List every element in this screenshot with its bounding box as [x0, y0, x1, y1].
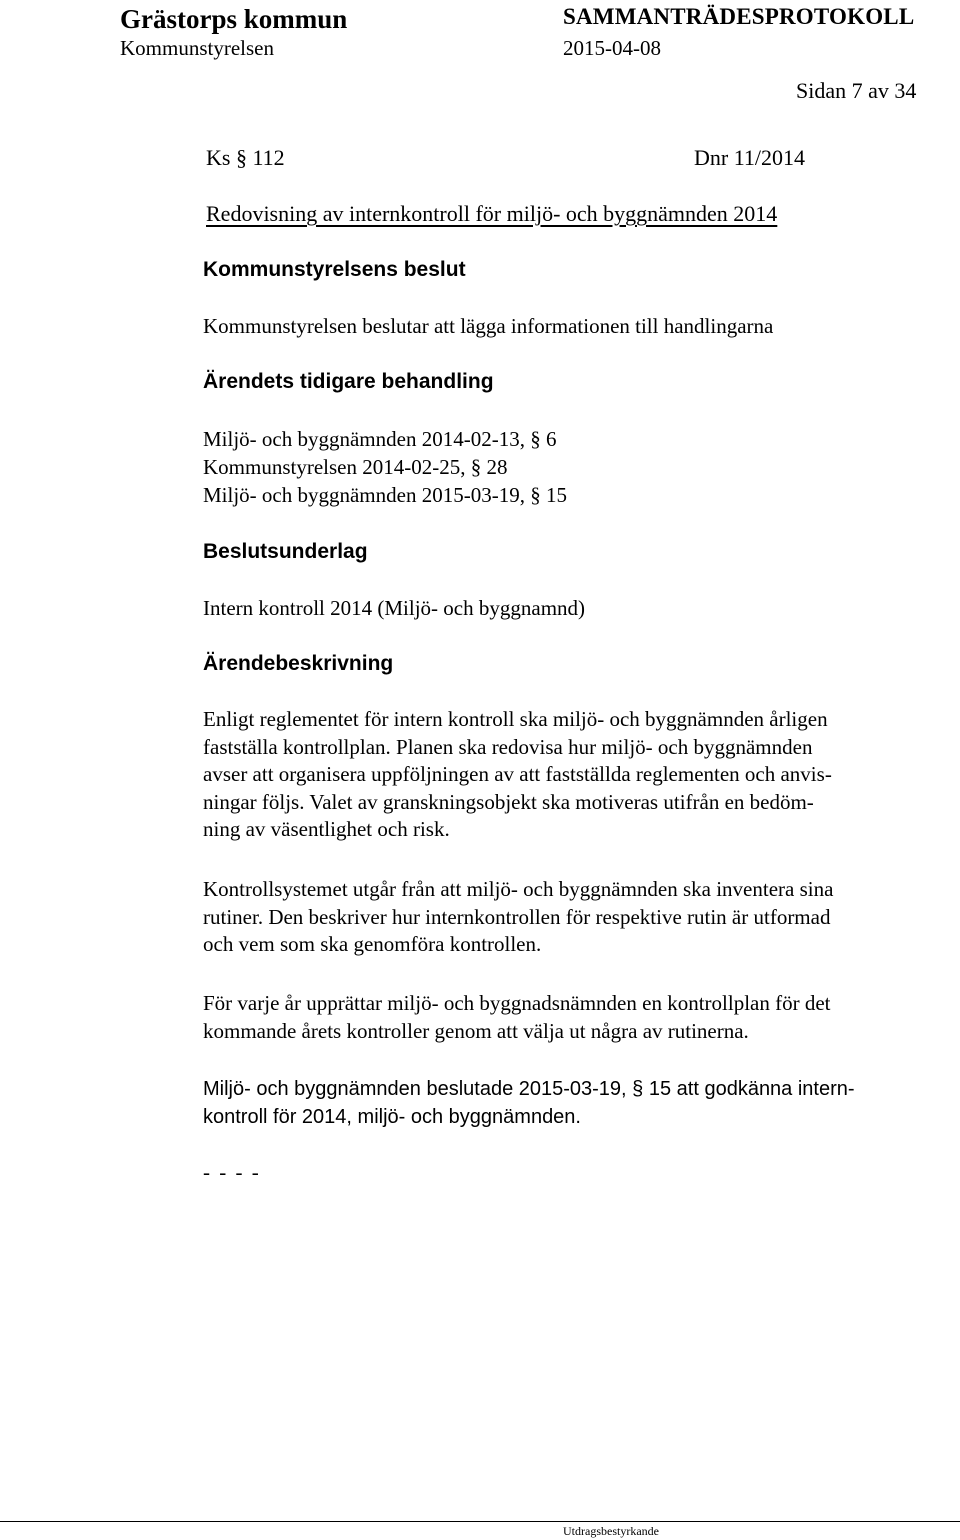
document-type: SAMMANTRÄDESPROTOKOLL: [563, 4, 915, 29]
paragraph-line: rutiner. Den beskriver hur internkontrollen för respektive rutin är utformad: [203, 904, 831, 929]
description-heading: Ärendebeskrivning: [203, 652, 394, 675]
organization-body: Kommunstyrelsen: [120, 36, 274, 60]
description-paragraph: [203, 1076, 943, 1131]
decision-heading: Kommunstyrelsens beslut: [203, 258, 466, 281]
page-number: Sidan 7 av 34: [796, 78, 917, 103]
certification-label: Utdragsbestyrkande: [563, 1524, 659, 1538]
paragraph-line: ningar följs. Valet av granskningsobjekt ska motiveras utifrån en bedöm-: [203, 789, 814, 814]
document-date: 2015-04-08: [563, 36, 661, 60]
paragraph-line: kommande årets kontroller genom att välja ut några av rutinerna.: [203, 1018, 749, 1043]
paragraph-line: fastställa kontrollplan. Planen ska redovisa hur miljö- och byggnämnden: [203, 734, 813, 759]
history-item: Kommunstyrelsen 2014-02-25, § 28: [203, 455, 508, 479]
description-paragraph: [203, 876, 943, 959]
basis-text: Intern kontroll 2014 (Miljö- och byggnamnd): [203, 596, 586, 620]
decision-text: Kommunstyrelsen beslutar att lägga informationen till handlingarna: [203, 314, 774, 338]
footer-divider: [0, 1521, 960, 1522]
history-heading: Ärendets tidigare behandling: [203, 370, 494, 393]
paragraph-line: Miljö- och byggnämnden beslutade 2015-03-19, § 15 att godkänna intern-: [203, 1078, 855, 1100]
paragraph-line: kontroll för 2014, miljö- och byggnämnden.: [203, 1105, 581, 1128]
basis-heading: Beslutsunderlag: [203, 540, 368, 563]
paragraph-line: avser att organisera uppföljningen av att fastställda reglementen och anvis-: [203, 762, 832, 786]
description-paragraph: [203, 990, 943, 1045]
paragraph-line: För varje år upprättar miljö- och byggnadsnämnden en kontrollplan för det: [203, 991, 831, 1015]
case-subject: Redovisning av internkontroll för miljö- och byggnämnden 2014: [206, 201, 778, 226]
description-paragraph: [203, 706, 943, 844]
paragraph-line: ning av väsentlighet och risk.: [203, 817, 450, 841]
case-number: Ks § 112: [206, 145, 285, 170]
case-dnr: Dnr 11/2014: [694, 145, 806, 170]
organization-name: Grästorps kommun: [120, 4, 348, 34]
paragraph-line: Kontrollsystemet utgår från att miljö- och byggnämnden ska inventera sina: [203, 877, 834, 901]
paragraph-line: Enligt reglementet för intern kontroll ska miljö- och byggnämnden årligen: [203, 707, 828, 731]
paragraph-line: och vem som ska genomföra kontrollen.: [203, 932, 542, 956]
history-item: Miljö- och byggnämnden 2014-02-13, § 6: [203, 427, 557, 451]
section-separator: - - - -: [203, 1160, 261, 1184]
history-item: Miljö- och byggnämnden 2015-03-19, § 15: [203, 483, 567, 507]
